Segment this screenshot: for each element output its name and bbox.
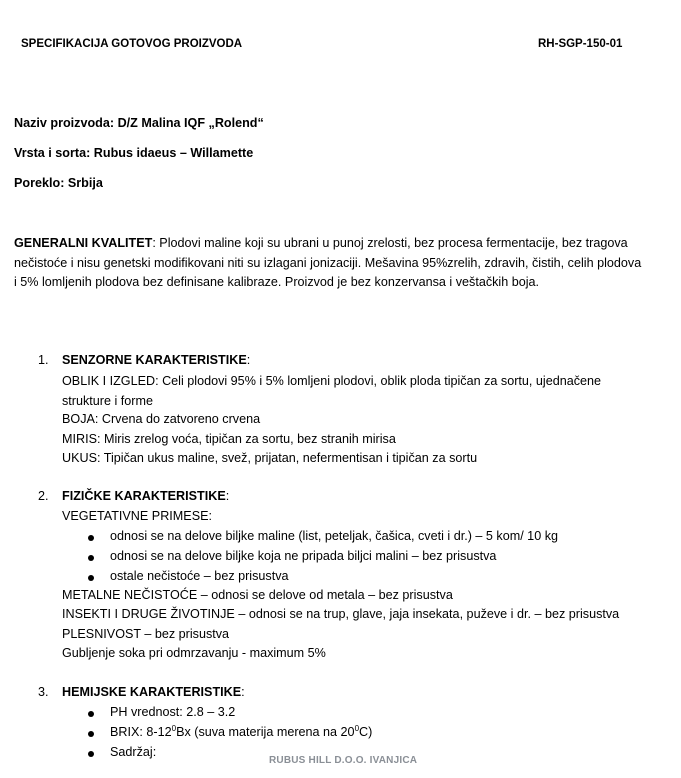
section-fizicke [38, 489, 229, 503]
bullet-dot-icon [88, 711, 94, 717]
spec-line-plesnivost: PLESNIVOST – bez prisustva [62, 627, 230, 641]
bullet-dot-icon [88, 731, 94, 737]
section-colon: : [241, 685, 245, 699]
bullet-text: odnosi se na delove biljke maline (list, peteljak, čašica, cveti i dr.) – 5 kom/ 10 kg [110, 529, 558, 543]
section-colon: : [246, 353, 251, 367]
page-header [0, 38, 681, 54]
bullet-dot-icon [88, 575, 94, 581]
section-title: HEMIJSKE KARAKTERISTIKE [62, 685, 242, 699]
document-title: SPECIFIKACIJA GOTOVOG PROIZVODA [21, 38, 243, 50]
brix-text-end: C) [359, 725, 373, 739]
section-senzorne [38, 353, 250, 367]
general-quality [14, 234, 644, 293]
company-logo: RUBUS HILL D.O.O. IVANJICA [269, 755, 418, 766]
brix-text: Bx (suva materija merena na 20 [176, 725, 355, 739]
product-origin: Poreklo: Srbija [14, 176, 103, 190]
section-title: FIZIČKE KARAKTERISTIKE [62, 489, 226, 503]
bullet-text: ostale nečistoće – bez prisustva [110, 569, 289, 583]
spec-line-metalne: METALNE NEČISTOĆE – odnosi se delove od metala – bez prisustva [62, 588, 453, 602]
bullet-text: Sadržaj: [110, 745, 157, 759]
bullet-dot-icon [88, 535, 94, 541]
spec-line-vegetativne: VEGETATIVNE PRIMESE: [62, 509, 212, 523]
section-number: 2. [38, 489, 49, 503]
section-colon: : [225, 489, 230, 503]
product-variety: Vrsta i sorta: Rubus idaeus – Willamette [14, 146, 254, 160]
general-quality-label: GENERALNI KVALITET [14, 236, 153, 250]
bullet-text: PH vrednost: 2.8 – 3.2 [110, 705, 236, 719]
spec-line-boja: BOJA: Crvena do zatvoreno crvena [62, 412, 261, 426]
section-title: SENZORNE KARAKTERISTIKE [62, 353, 247, 367]
spec-line-gubljenje: Gubljenje soka pri odmrzavanju - maximum 5% [62, 646, 326, 660]
brix-temp-degree: 0 [354, 724, 360, 733]
bullet-text: odnosi se na delove biljke koja ne pripada biljci malini – bez prisustva [110, 549, 497, 563]
bullet-dot-icon [88, 751, 94, 757]
section-number: 1. [38, 353, 49, 367]
bullet-text [110, 725, 372, 739]
bullet-dot-icon [88, 555, 94, 561]
spec-line-insekti: INSEKTI I DRUGE ŽIVOTINJE – odnosi se na trup, glave, jaja insekata, puževe i dr. – bez prisustva [62, 607, 620, 621]
spec-line-ukus: UKUS: Tipičan ukus maline, svež, prijatan, nefermentisan i tipičan za sortu [62, 451, 478, 465]
brix-label: BRIX: 8-12 [110, 725, 172, 739]
product-name: Naziv proizvoda: D/Z Malina IQF „Rolend“ [14, 116, 264, 130]
general-quality-text: : Plodovi maline koji su ubrani u punoj zrelosti, bez procesa fermentacije, bez tragova nečistoće i nisu genetski modifikovani niti su izlagani jonizaciji. Mešavina 95%zrelih, zdravih, čistih, celih plodova i 5% lomljenih plodova bez definisane kalibraze. Proizvod je bez konzervansa i veštačkih boja. [14, 236, 642, 289]
brix-degree: 0 [171, 724, 177, 733]
section-number: 3. [38, 685, 49, 699]
section-hemijske [38, 685, 245, 699]
spec-line-oblik: OBLIK I IZGLED: Celi plodovi 95% i 5% lomljeni plodovi, oblik ploda tipičan za sortu, ujednačene strukture i forme [62, 374, 602, 408]
spec-line-miris: MIRIS: Miris zrelog voća, tipičan za sortu, bez stranih mirisa [62, 432, 396, 446]
document-code: RH-SGP-150-01 [538, 38, 623, 50]
